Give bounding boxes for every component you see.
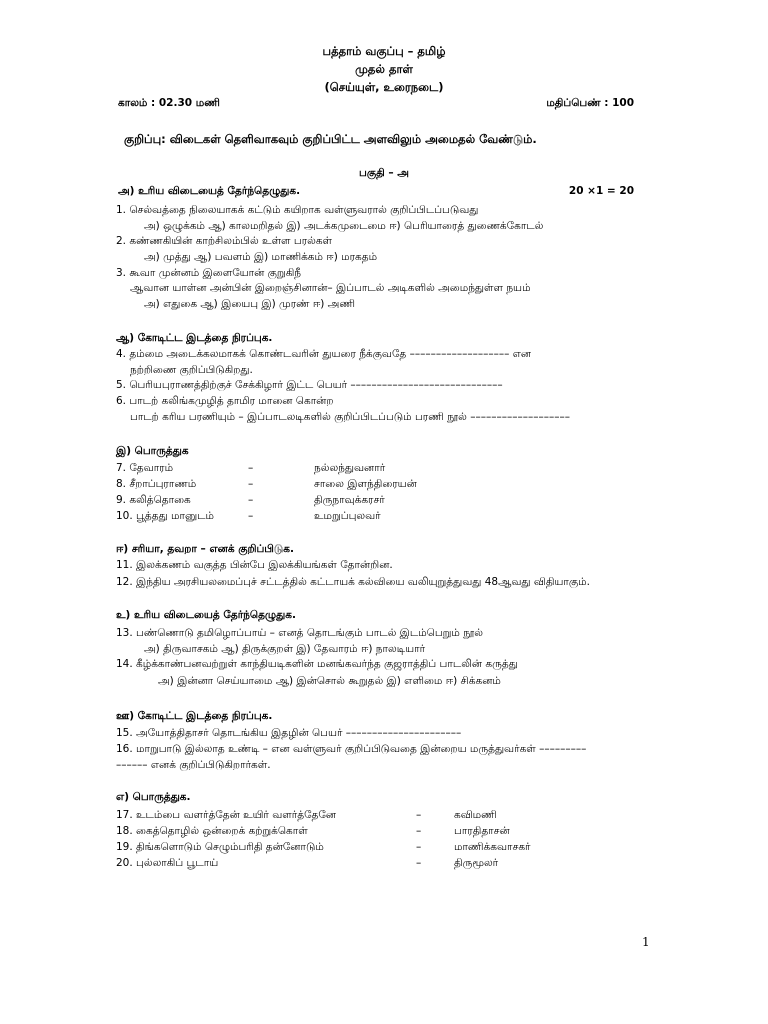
question-16: 16. மாறுபாடு இல்லாத உண்டி – என வள்ளுவர் குறிப்பிடுவதை இன்றைய மருத்துவர்கள் ––––––––– bbox=[116, 743, 587, 755]
match-left: 8. சீறாப்புராணம் bbox=[116, 478, 197, 490]
match-dash: – bbox=[416, 857, 422, 869]
match-right: உமறுப்புலவர் bbox=[314, 510, 381, 522]
question-14-options: அ) இன்னா செய்யாமை ஆ) இன்சொல் கூறுதல் இ) எளிமை ஈ) சிக்கனம் bbox=[158, 675, 501, 687]
section-e-heading: எ) பொருத்துக. bbox=[116, 791, 191, 803]
section-a-heading: அ) உரிய விடையைத் தேர்ந்தெழுதுக. bbox=[118, 185, 301, 197]
match-dash: – bbox=[416, 841, 422, 853]
title-line-3: (செய்யுள், உரைநடை) bbox=[324, 80, 444, 94]
match-left: 17. உடம்பை வளர்த்தேன் உயிர் வளர்த்தேனே bbox=[116, 809, 337, 821]
match-right: திருமூலர் bbox=[454, 857, 499, 869]
question-11: 11. இலக்கணம் வகுத்த பின்பே இலக்கியங்கள் தோன்றின. bbox=[116, 559, 393, 571]
title-line-1: பத்தாம் வகுப்பு – தமிழ் bbox=[322, 44, 446, 58]
question-2-options: அ) முத்து ஆ) பவளம் இ) மாணிக்கம் ஈ) மரகதம் bbox=[144, 251, 378, 263]
match-left: 18. கைத்தொழில் ஒன்றைக் கற்றுக்கொள் bbox=[116, 825, 308, 837]
time-label: காலம் : 02.30 மணி bbox=[118, 97, 220, 109]
section-a-score: 20 ×1 = 20 bbox=[568, 185, 634, 197]
match-dash: – bbox=[248, 478, 254, 490]
match-dash: – bbox=[248, 510, 254, 522]
question-13-options: அ) திருவாசகம் ஆ) திருக்குறள் இ) தேவாரம் ஈ) நாலடியார் bbox=[144, 643, 426, 655]
match-dash: – bbox=[248, 462, 254, 474]
question-12: 12. இந்திய அரசியலமைப்புச் சட்டத்தில் கட்டாயக் கல்வியை வலியுறுத்துவது 48ஆவது விதியாகும். bbox=[116, 576, 590, 588]
question-6: 6. பாடற் கலிங்கமுழித் தாமிர மானை கொன்ற bbox=[116, 395, 334, 407]
question-4-line-2: நற்றிணை குறிப்பிடுகிறது. bbox=[130, 364, 253, 376]
question-13: 13. பண்ணொடு தமிழொப்பாய் – எனத் தொடங்கும் பாடல் இடம்பெறும் நூல் bbox=[116, 627, 483, 639]
question-2: 2. கண்ணகியின் காற்சிலம்பில் உள்ள பரல்கள் bbox=[116, 235, 333, 247]
question-6-line-2: பாடற் கரிய பரணியும் – இப்பாடலடிகளில் குறிப்பிடப்படும் பரணி நூல் ––––––––––––––––––– bbox=[130, 411, 570, 423]
section-uu-heading: ஊ) கோடிட்ட இடத்தை நிரப்புக. bbox=[116, 710, 273, 722]
match-dash: – bbox=[416, 809, 422, 821]
match-dash: – bbox=[248, 494, 254, 506]
match-right: திருநாவுக்கரசர் bbox=[314, 494, 385, 506]
question-4: 4. தம்மை அடைக்கலமாகக் கொண்டவரின் துயரை நீக்குவதே ––––––––––––––––––– என bbox=[116, 348, 532, 360]
match-left: 10. பூத்தது மானுடம் bbox=[116, 510, 214, 522]
section-u-heading: உ) உரிய விடையைத் தேர்ந்தெழுதுக. bbox=[116, 609, 296, 621]
match-left: 20. புல்லாகிப் பூடாய் bbox=[116, 857, 219, 869]
question-1-options: அ) ஒழுக்கம் ஆ) காலமறிதல் இ) அடக்கமுடைமை ஈ) பெரியாரைத் துணைக்கோடல் bbox=[144, 220, 544, 232]
match-right: பாரதிதாசன் bbox=[454, 825, 510, 837]
match-left: 19. திங்களொடும் செழும்பரிதி தன்னோடும் bbox=[116, 841, 324, 853]
match-right: கவிமணி bbox=[454, 809, 497, 821]
question-15: 15. அயோத்திதாசர் தொடங்கிய இதழின் பெயர் –––––––––––––––––––––– bbox=[116, 727, 462, 739]
section-ii-heading: ஈ) சரியா, தவறா – எனக் குறிப்பிடுக. bbox=[116, 543, 294, 555]
match-dash: – bbox=[416, 825, 422, 837]
title-line-2: முதல் தாள் bbox=[355, 62, 413, 76]
page-number: 1 bbox=[642, 935, 650, 949]
question-5: 5. பெரியபுராணத்திற்குச் சேக்கிழார் இட்ட பெயர் ––––––––––––––––––––––––––––– bbox=[116, 379, 503, 391]
instruction-note: குறிப்பு: விடைகள் தெளிவாகவும் குறிப்பிட்ட அளவிலும் அமைதல் வேண்டும். bbox=[124, 132, 537, 146]
match-right: சாலை இளந்திரையன் bbox=[314, 478, 417, 490]
question-16-line-2: –––––– எனக் குறிப்பிடுகிறார்கள். bbox=[116, 759, 271, 771]
section-aa-heading: ஆ) கோடிட்ட இடத்தை நிரப்புக. bbox=[116, 332, 273, 344]
question-1: 1. செல்வத்தை நிலையாகக் கட்டும் கயிறாக வள்ளுவரால் குறிப்பிடப்படுவது bbox=[116, 204, 479, 216]
match-left: 9. கலித்தொகை bbox=[116, 494, 191, 506]
match-left: 7. தேவாரம் bbox=[116, 462, 174, 474]
match-right: மாணிக்கவாசகர் bbox=[454, 841, 531, 853]
marks-label: மதிப்பெண் : 100 bbox=[546, 97, 634, 109]
question-3: 3. கூவா முன்னம் இளையோன் குறுகிநீ bbox=[116, 267, 302, 279]
section-i-heading: இ) பொருத்துக bbox=[116, 445, 189, 457]
match-right: நல்லந்துவனார் bbox=[314, 462, 386, 474]
part-title: பகுதி – அ bbox=[359, 167, 409, 179]
question-3-options: அ) எதுகை ஆ) இயைபு இ) முரண் ஈ) அணி bbox=[144, 298, 355, 310]
question-14: 14. கீழ்க்காண்பனவற்றுள் காந்தியடிகளின் மனங்கவர்ந்த குஜராத்திப் பாடலின் கருத்து bbox=[116, 658, 518, 670]
question-3-line-2: ஆவான யாள்ன அன்பின் இறைஞ்சினான்– இப்பாடல் அடிகளில் அமைந்துள்ள நயம் bbox=[130, 282, 531, 294]
